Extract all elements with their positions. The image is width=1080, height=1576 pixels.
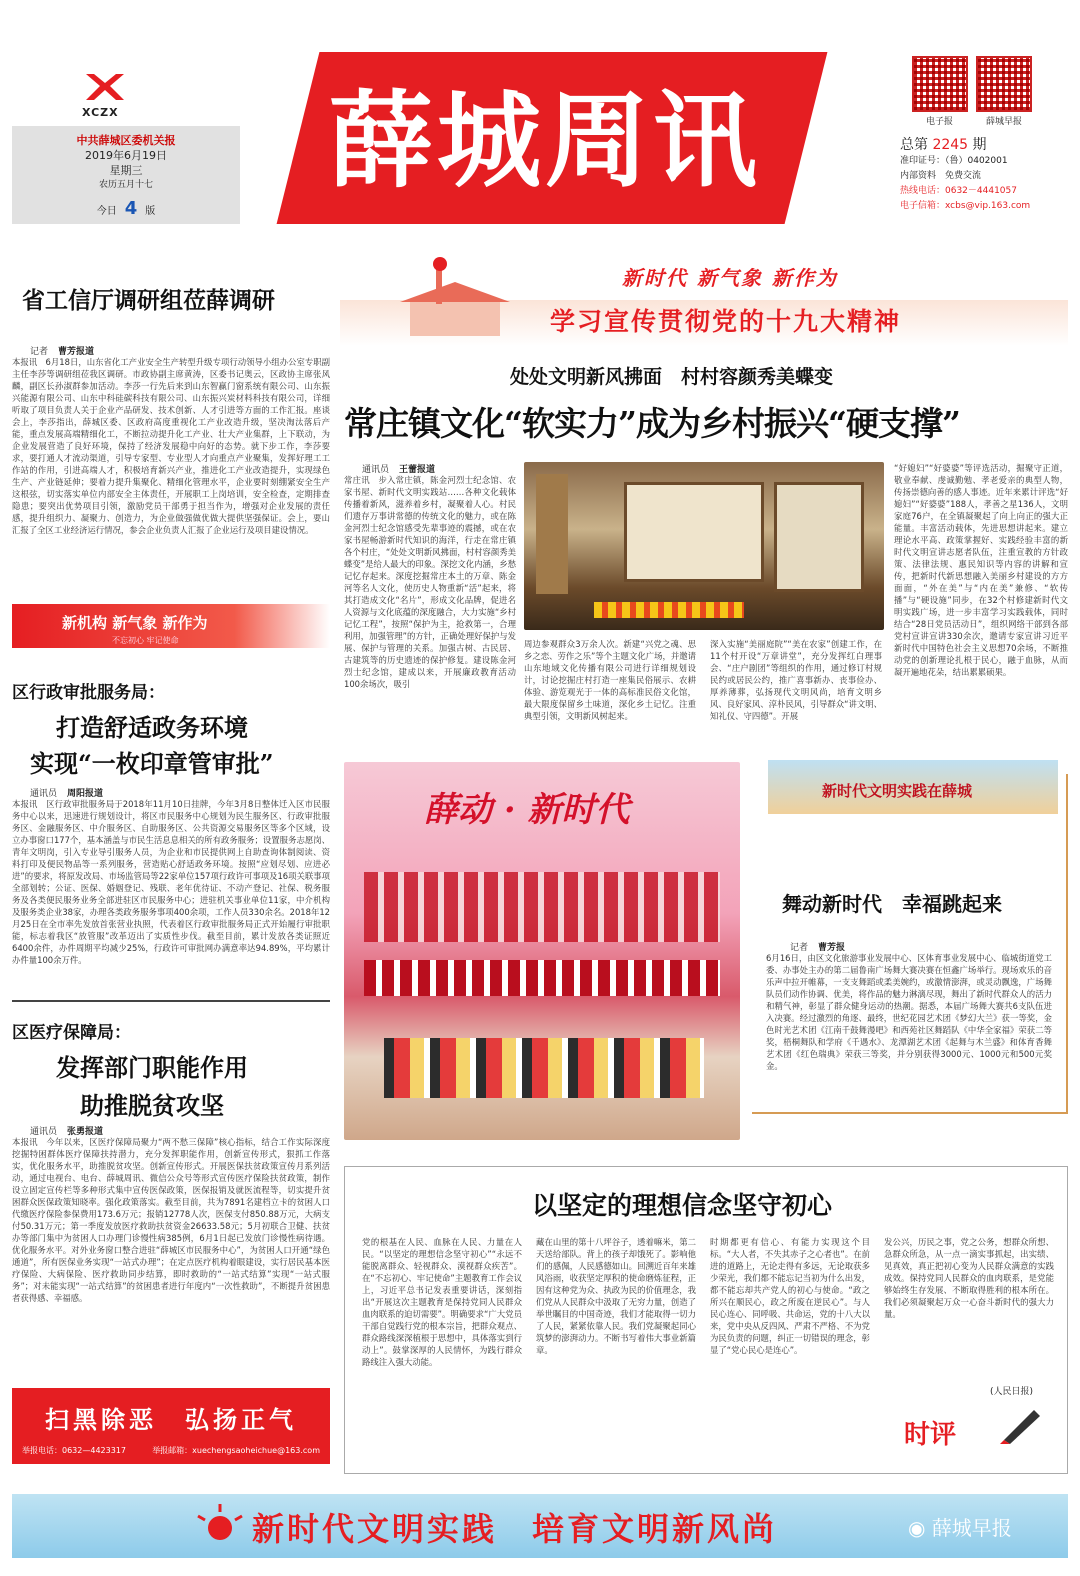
sun-emblem-icon <box>192 1502 248 1550</box>
article-body: 本报讯 区行政审批服务局于2018年11月10日挂牌，今年3月8日整体迁入区市民服务中心以来，迅速进行规划设计，将区市民服务中心规划为民生服务区、行政审批服务区、金融服务区、中介服务区、自助服务区、公共资源交易服务区等多个区域，设立办事窗口177个，基本涵盖与市民生活息息相关的所有政务服务；设置服务志愿岗、青年文明岗，引入专业导引服务人员，为企业和市民提供网上自助查询体制阅读、资料打印及便民物品等一系列服务，营造贴心舒适政务环境。按照“应划尽划、应进必进”的要求，将原发改局、市场监管局等22家单位157项行政许可事项及16项关联事项全部划转；公证、医保、婚姻登记、残联、老年优待证、不动产登记、社保、税务服务及各类便民服务业务全部进驻区市民服务中心；进驻机关事业单位11家，中介机构及服务类企业38家，办理各类政务服务事项400余项，工作人员330余名。2018年12月25日在全市率先发放首张营业执照，代表着区行政审批服务局正式开始履行审批职能，标志着我区“放管服”改革迈出了实质性步伐。截至目前，累计发放各类证照近6400余件，办件周期平均减少25%，行政许可审批网办满意率达94.89%，平均累计办件量100余万件。 <box>12 799 330 965</box>
qr-label: 薛城早报 <box>986 117 1023 127</box>
article-body: 本报讯 今年以来，区医疗保障局聚力“两不愁三保障”核心指标，结合工作实际深度挖掘特困群体医疗保障扶持潜力，充分发挥职能作用，创新宣传形式，狠抓工作落实，优化服务水平，助推脱贫攻坚。创新宣传形式。开展医保扶贫政策宣传月系列活动，通过电视台、电台、薛城周讯、微信公众号等形式宣传医疗保险扶贫政策，制作设立固定宣传栏等多种形式集中宣传医保政策，医保报销及就医流程等，切实提升贫困群众医保政策知晓率。强化政策落实。截至目前，共为7891名建档立卡的贫困人口代缴医疗保险参保费用173.6万元；报销12778人次，医保支付850.88万元，大病支付50.31万元；第一季度发放医疗救助扶贫资金26633.58元；5月初联合卫健、扶贫办等部门集中为贫困人口办理门诊慢性病385例，6月1日起已发放门诊慢性病待遇。优化服务水平。对外业务窗口整合进驻“薛城区市民服务中心”，为贫困人口开通“绿色通道”，所有医保业务实现“一站式办理”；在定点医疗机构着眼建设，实行居民基本医疗保险、大病保险、医疗救助同步结算，即时救助的“一站式结算”实现“一站式服务”；对未能实现“一站式结算”的贫困患者进行年度内“一次性救助”，不断提升贫困患者获得感、幸福感。 <box>12 1137 330 1303</box>
qr-label: 电子报 <box>926 117 954 127</box>
bottom-banner <box>12 1494 1068 1558</box>
byline: 记者 曹芳报 <box>790 943 846 953</box>
newspaper-logo-icon <box>84 72 126 102</box>
lead-col-4: “好媳妇”“好婆婆”等评选活动，掘聚守正道，敬业奉献、虔诚勤勉、孝老爱亲的典型人物，传扬崇德向善的感人事迹。近年来累计评选“好媳妇”“好婆婆”188人，孝善之星136人，文明家庭76户，在全镇凝聚起了向上向正的强大正能量。丰富活动载体，先进思想讲起来。建立理论水平高、政策掌握好、实践经验丰富的新时代文明宣讲志愿者队伍，注重宣教的方针政策、法律法规、惠民知识等内容的讲解和宣传，把新时代新思想融入美丽乡村建设的方方面面，“外在美”与“内在美”兼修、“软传播”与“硬设施”同步，在32个村修建新时代文明实践广场，进一步丰富学习实践载体，同时结合“28日党员活动日”，组织网络干部到各部党村宣讲宣讲330余次，邀请专家宣讲习近平新时代中国特色社会主义思想70余场，不断推动党的创新理论扎根于民心，融于血脉，从而凝开遍地花朵，结出累累硕果。 <box>894 463 1068 677</box>
hotline: 热线电话：0632－4441057 <box>900 186 1017 196</box>
editorial-source: (人民日报) <box>990 1387 1034 1397</box>
issue-date: 2019年6月19日 <box>85 149 167 162</box>
calligraphy-panel <box>774 482 864 592</box>
byline: 通讯员 张勇报道 <box>30 1127 104 1137</box>
report-email[interactable]: 举报邮箱：xuechengsaoheichue@163.com <box>152 1446 320 1455</box>
logo-text: XCZX <box>82 106 119 119</box>
lead-kicker: 处处文明新风拂面 村村容颜秀美蝶变 <box>510 366 834 388</box>
lead-col-1: 常庄讯 步入常庄镇，陈金河烈士纪念馆、农家书屋、新时代文明实践站……各种文化载体传播着新风，滋养着乡村，凝聚着人心。村民们遗存万事讲常德的传统文化的魅力，或在陈金河烈士纪念馆感受先辈事迹的震撼，或在农家书屋畅游新时代知识的海洋，行走在常庄镇各个村庄，“处处文明新风拂面，村村容颜秀美蝶变”是给人最大的印象。深挖文化内涵，乡愁记忆存起来。深度挖掘常庄本土的万章、陈金河等名人文化，使历史人物重新“活”起来，将其打造成文化“名片”，形成文化品牌，促进名人资源与文化底蕴的深度融合，大力实施“乡村记忆工程”，按照“保护为主，抢救第一，合理利用，加强管理”的方针，正确处理好保护与发展、保护与管理的关系。加强古树、古民居、古建筑等的历史遗迹的保护修复。建设陈金河烈士纪念馆，建成以来，开展廉政教育活动100余场次，吸引 <box>344 475 516 689</box>
pen-icon <box>996 1404 1046 1444</box>
award-winners <box>384 1038 704 1098</box>
lead-title[interactable]: 常庄镇文化“软实力”成为乡村振兴“硬支撑” <box>344 404 960 443</box>
wechat-icon: ◉ <box>908 1516 926 1540</box>
photo-caption: 薛动 · 新时代 <box>424 790 630 830</box>
plaque <box>536 474 568 594</box>
article-title[interactable]: 实现“一枚印章管审批” <box>30 749 274 778</box>
email: 电子信箱：xcbs@vip.163.com <box>900 201 1031 211</box>
byline: 通讯员 王蕾报道 <box>362 465 436 475</box>
lunar-date: 农历五月十七 <box>98 180 153 190</box>
masthead <box>0 0 1080 232</box>
article-kicker: 区医疗保障局： <box>12 1023 131 1043</box>
article-kicker: 区行政审批服务局： <box>12 683 165 703</box>
date-box <box>12 126 240 224</box>
issue-number: 总第 2245 期 <box>900 137 987 153</box>
article-title[interactable]: 助推脱贫攻坚 <box>80 1091 224 1120</box>
article-body: 本报讯 6月18日，山东省化工产业安全生产转型升级专项行动领导小组办公室专职副主任李莎等调研组莅我区调研。市政协副主席黄涛，区委书记奥云，区政协主席张风麟，副区长孙淑群参加活动。李莎一行先后来到山东智赢门窗系统有限公司、山东振兴能源有限公司、山东中科硅碳科技有限公司、山东振兴炭材料科技有限公司，详细听取了项目负责人关于企业产品研发、技术创新、人才引进等方面的工作汇报。座谈会上，李莎指出，薛城区委、区政府高度重视化工产业改造升级，坚决淘汰落后产能，重点发展高端精细化工，不断拉动提升化工产业、壮大产业集群，上下联动，为企业发展营造了良好环境，保持了经济发展稳中向好的态势。就下步工作，李莎要求，要打通人才流动渠道，引导专家型、专业型人才向重点产业聚集，发挥好理工工作站的作用，引进高端人才，积极培育新兴产业，推进化工产业改造提升，实现绿色生产、产业链延伸；要着力提升集聚化、精细化管理水平，企业要时刻绷紧安全生产这根弦，切实落实单位内部安全主体责任，开展职工上岗培训，安全检查，定期排查隐患；要突出优势项目引领，激励党员干部勇于担当作为，增强对企业发展的责任感，提升组织力、凝聚力、创造力，为企业做强做优做大提供坚强保证。会上，要山汇报了全区工业经济运行情况，参会企业负责人汇报了企业运行及项目建设情况。 <box>12 357 330 535</box>
feature-banner <box>768 760 1058 814</box>
theme-banner <box>340 250 1068 346</box>
byline: 通讯员 周阳报道 <box>30 789 104 799</box>
strip-slogan: 新机构 新气象 新作为 <box>62 614 208 632</box>
weekday: 星期三 <box>109 164 143 177</box>
issue-info <box>900 134 1075 214</box>
divider <box>12 1000 330 1002</box>
today-pages: 今日 4 版 <box>96 198 156 219</box>
calligraphy-panel <box>624 482 764 582</box>
theme-line2: 学习宣传贯彻党的十九大精神 <box>550 307 902 336</box>
lead-col-2: 周边参观群众3万余人次。新建“兴党之魂、思乡之恋、劳作之乐”等个主题文化广场，并邀请山东地域文化传播有限公司进行详细规划设计，讨论挖掘庄村打造一座集民俗展示、农耕体验、游览观光于一体的高标准民俗文化馆，最大限度保留乡土味道，深化乡土记忆。注重典型引领，文明新风树起来。 <box>524 639 696 721</box>
article-title[interactable]: 发挥部门职能作用 <box>56 1053 248 1082</box>
qr-code-icon[interactable] <box>912 56 968 112</box>
editorial-title[interactable]: 以坚定的理想信念坚守初心 <box>532 1191 833 1220</box>
byline: 记者 曹芳报道 <box>30 347 95 357</box>
feature-title[interactable]: 舞动新时代 幸福跳起来 <box>782 892 1002 916</box>
slogan-strip <box>12 604 330 648</box>
audience-chairs <box>364 960 720 996</box>
editorial-col-2: 藏在山里的第十八坪谷子，透着嘛米，第二天送给部队。背上的孩子却饿死了。影响他们的感佩，人民感德如山。回溯近百年来雄风浴雨，收获坚定厚积的使命磨炼征程，正因有这种党为众、执政为民的价值理念，我们党从人民群众中汲取了无穷力量，创造了举世瞩目的中国奇迹，我们才能取得一切力了人民，紧紧依靠人民。我们党凝聚起同心筑梦的澎湃动力。不断书写着伟大事业新篇章。 <box>536 1237 696 1355</box>
dancers <box>364 872 720 942</box>
bottom-slogan: 新时代文明实践 培育文明新风尚 <box>252 1510 778 1548</box>
feature-body: 6月16日，由区文化旅游事业发展中心、区体育事业发展中心、临城街道党工委、办事处主办的第二届鲁南广场舞大赛决赛在恒鑫广场举行。现场欢乐的音乐声中拉开帷幕，一支支舞蹈或柔美婉约，或激情澎湃，或灵动飘逸，广场舞队员们动作协调、优美，将作品的魅力淋漓尽现，舞出了新时代群众人的活力和精气神，彰显了群众健身运动的热潮。据悉，本届广场舞大赛共6支队伍进入决赛。经过激烈的角逐、最终，世纪花园艺术团《梦幻大兰》获一等奖，金色时光艺术团《江南千鼓舞漫吧》和西苑社区舞蹈队《中华全家福》荣获二等奖，梧桐舞队和学府《千遇水》、龙潭湖艺术团《起舞与木兰盛》和体育香舞艺术团《红色瑞典》荣获三等奖，并分别获得3000元、1000元和500元奖金。 <box>766 953 1052 1071</box>
lead-col-3: 深入实施“美丽庭院”“美在农家”创建工作，在11个村开设“万章讲堂”，充分发挥红白理事会、“庄户剧团”等组织的作用，通过修订村规民约或居民公约，推广喜事新办、丧事俭办、厚养薄葬，弘扬现代文明风尚，培育文明乡风、良好家风、淳朴民风，引导群众“讲文明、知礼仪、守四德”。开展 <box>710 639 882 721</box>
org-name: 中共薛城区委机关报 <box>76 134 176 147</box>
editorial-tag: 时评 <box>904 1420 957 1450</box>
newspaper-title: 薛城周讯 <box>328 79 761 202</box>
editorial-col-4: 发公兴，历民之事，党之公务，想群众所想、急群众所急，从一点一滴实事抓起，出实绩、见真效，真正把初心变为人民群众满意的实践成效。保持党同人民群众的血肉联系，是党能够始终生存发展、不断取得胜利的根本所在。我们必须凝聚起万众一心奋斗新时代的强大力量。 <box>884 1237 1054 1319</box>
editorial-col-1: 党的根基在人民、血脉在人民、力量在人民。“以坚定的理想信念坚守初心”“永远不能脱离群众、轻视群众、漠视群众疾苦”。在“不忘初心、牢记使命”主题教育工作会议上，习近平总书记发表重要讲话，深刻指出“开展这次主题教育是保持党同人民群众血肉联系的迫切需要”。明确要求“广大党员干部自觉践行党的根本宗旨，把群众观点、群众路线深深植根于思想中，具体落实到行动上”。鼓掌深厚的人民情怀，为践行群众路线注入强大动能。 <box>362 1237 522 1367</box>
museum-photo[interactable] <box>524 462 884 630</box>
article-title[interactable]: 省工信厅调研组莅薛调研 <box>22 287 275 314</box>
bottom-left-banner <box>12 1388 330 1464</box>
qr-code-icon[interactable] <box>976 56 1032 112</box>
permit-number: 准印证号：（鲁）0402001 <box>900 156 1008 166</box>
wechat-account[interactable]: ◉ 薛城早报 <box>908 1516 1012 1540</box>
report-phone: 举报电话：0632—4423317 <box>22 1446 126 1455</box>
strip-sub: 不忘初心 牢记使命 <box>112 636 179 645</box>
internal-note: 内部资料 免费交流 <box>900 171 982 181</box>
feature-banner-text: 新时代文明实践在薛城 <box>822 782 973 800</box>
banner-slogan: 扫黑除恶 弘扬正气 <box>45 1406 297 1434</box>
article-title[interactable]: 打造舒适政务环境 <box>56 713 248 742</box>
flower-row <box>594 602 744 618</box>
editorial-col-3: 时期都更有信心、有能力实现这个目标。“大人者，不失其赤子之心者也”。在前进的道路上，无论走得有多远，无论取获多少荣光，我们都不能忘记当初为什么出发，都不能忘却共产党人的初心与使命。“政之所兴在顺民心，政之所废在逆民心”。与人民心连心、同呼吸、共命运，党的十八大以来，党中央从反四风、严肃不严格、不为党为民负责的问题，纠正一切错误的理念，彰显了“党心民心是连心”。 <box>710 1237 870 1355</box>
theme-line1: 新时代 新气象 新作为 <box>622 266 838 290</box>
dance-photo[interactable] <box>344 762 740 1140</box>
tiananmen-icon <box>400 256 510 344</box>
